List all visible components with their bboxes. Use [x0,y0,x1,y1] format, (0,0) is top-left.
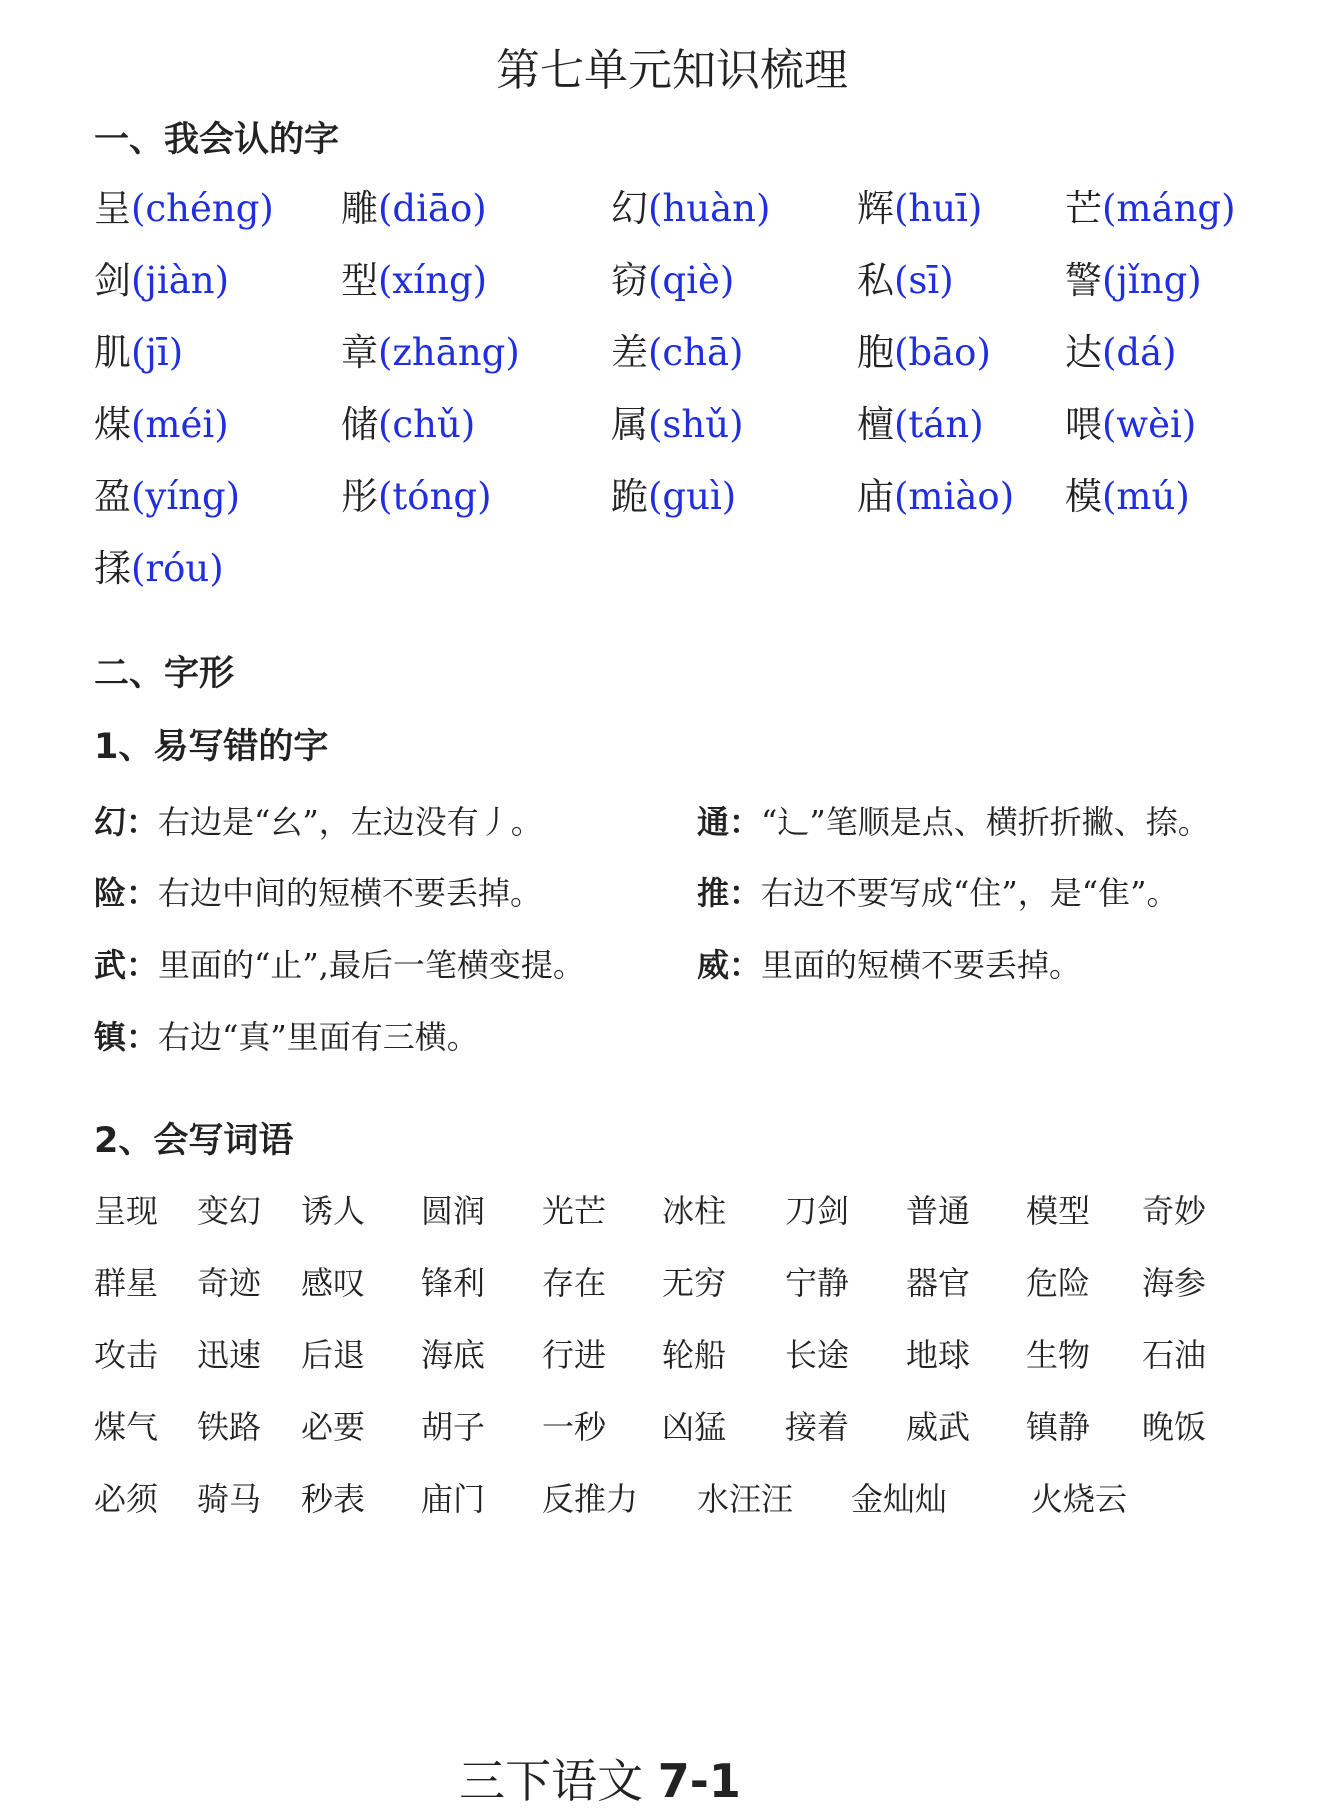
char-hanzi: 差 [611,331,648,374]
note-item [697,797,1210,843]
vocab-word: 无穷 [662,1264,727,1302]
char-pinyin: (tóng) [378,475,492,518]
char-item [857,322,991,376]
vocab-word: 秒表 [301,1480,366,1518]
footer-subject: 三下语文 [459,1754,644,1808]
vocab-word: 火烧云 [1031,1480,1128,1518]
char-hanzi: 揉 [94,547,131,590]
char-item [611,250,734,304]
vocab-word: 感叹 [301,1264,366,1302]
vocab-word: 铁路 [197,1408,262,1446]
vocab-word: 光芒 [542,1192,607,1230]
note-text: 右边中间的短横不要丢掉。 [158,874,543,912]
char-item [1065,394,1196,448]
note-text: 右边是“幺”，左边没有丿。 [158,803,543,841]
vocab-word: 接着 [785,1408,850,1446]
note-item [94,1012,479,1058]
char-hanzi: 属 [611,403,648,446]
char-hanzi: 呈 [94,187,131,230]
char-pinyin: (bāo) [894,331,991,374]
char-item [341,466,492,520]
note-char: 武： [94,946,159,984]
vocab-word: 圆润 [421,1192,486,1230]
vocab-word: 器官 [906,1264,971,1302]
char-hanzi: 型 [341,259,378,302]
char-item [94,466,240,520]
note-item [94,940,585,986]
char-pinyin: (xíng) [378,259,488,302]
char-hanzi: 跪 [611,475,648,518]
vocab-word: 海参 [1142,1264,1207,1302]
vocab-word: 后退 [301,1336,366,1374]
char-hanzi: 章 [341,331,378,374]
char-item [611,322,743,376]
vocab-word: 石油 [1142,1336,1207,1374]
vocab-word: 反推力 [542,1480,639,1518]
char-item [94,178,274,232]
vocab-word: 危险 [1026,1264,1091,1302]
char-hanzi: 庙 [857,475,894,518]
char-pinyin: (yíng) [131,475,241,518]
char-pinyin: (mú) [1102,475,1190,518]
vocab-word: 群星 [94,1264,159,1302]
vocab-word: 锋利 [421,1264,486,1302]
char-hanzi: 储 [341,403,378,446]
char-item [611,394,744,448]
char-pinyin: (guì) [648,475,737,518]
vocab-word: 庙门 [421,1480,486,1518]
char-hanzi: 盈 [94,475,131,518]
note-text: 里面的“止”,最后一笔横变提。 [158,946,585,984]
char-item [611,178,770,232]
char-item [1065,178,1236,232]
char-pinyin: (jī) [131,331,184,374]
char-hanzi: 私 [857,259,894,302]
vocab-word: 诱人 [301,1192,366,1230]
char-hanzi: 雕 [341,187,378,230]
char-pinyin: (miào) [894,475,1015,518]
footer-code: 7-1 [657,1754,741,1808]
vocab-word: 奇妙 [1142,1192,1207,1230]
note-text: 右边“真”里面有三横。 [158,1018,479,1056]
char-pinyin: (qiè) [648,259,735,302]
vocab-word: 水汪汪 [697,1480,794,1518]
note-text: 右边不要写成“住”，是“隹”。 [761,874,1179,912]
note-item [697,940,1081,986]
char-pinyin: (zhāng) [378,331,520,374]
char-pinyin: (huī) [894,187,983,230]
char-hanzi: 达 [1065,331,1102,374]
vocab-word: 刀剑 [785,1192,850,1230]
char-pinyin: (máng) [1102,187,1236,230]
char-item [1065,250,1202,304]
char-hanzi: 警 [1065,259,1102,302]
note-char: 通： [697,803,762,841]
char-item [1065,322,1177,376]
vocab-word: 镇静 [1026,1408,1091,1446]
vocab-word: 必须 [94,1480,159,1518]
sub1-heading: 1、易写错的字 [94,727,329,767]
char-item [341,250,487,304]
note-char: 幻： [94,803,159,841]
char-item [857,466,1014,520]
char-pinyin: (róu) [131,547,224,590]
vocab-word: 模型 [1026,1192,1091,1230]
vocab-word: 一秒 [542,1408,607,1446]
char-pinyin: (jiàn) [131,259,230,302]
vocab-word: 威武 [906,1408,971,1446]
char-hanzi: 芒 [1065,187,1102,230]
vocab-word: 轮船 [662,1336,727,1374]
char-hanzi: 模 [1065,475,1102,518]
vocab-word: 行进 [542,1336,607,1374]
char-hanzi: 喂 [1065,403,1102,446]
vocab-word: 普通 [906,1192,971,1230]
char-pinyin: (méi) [131,403,229,446]
vocab-word: 迅速 [197,1336,262,1374]
vocab-word: 变幻 [197,1192,262,1230]
char-hanzi: 窃 [611,259,648,302]
vocab-word: 奇迹 [197,1264,262,1302]
char-pinyin: (chǔ) [378,403,476,446]
vocab-word: 宁静 [785,1264,850,1302]
vocab-word: 骑马 [197,1480,262,1518]
char-hanzi: 肌 [94,331,131,374]
char-item [94,250,229,304]
note-item [94,868,542,914]
sub2-heading: 2、会写词语 [94,1121,294,1161]
page-footer [0,1745,1200,1811]
char-item [341,322,520,376]
vocab-word: 呈现 [94,1192,159,1230]
char-hanzi: 剑 [94,259,131,302]
char-item [1065,466,1190,520]
char-item [94,322,183,376]
char-pinyin: (dá) [1102,331,1177,374]
vocab-word: 攻击 [94,1336,159,1374]
char-hanzi: 幻 [611,187,648,230]
vocab-word: 冰柱 [662,1192,727,1230]
char-item [341,178,487,232]
char-pinyin: (diāo) [378,187,487,230]
char-item [341,394,475,448]
note-item [94,797,543,843]
section2-heading: 二、字形 [94,654,235,694]
vocab-word: 晚饭 [1142,1408,1207,1446]
note-text: 里面的短横不要丢掉。 [761,946,1082,984]
char-pinyin: (sī) [894,259,954,302]
char-pinyin: (tán) [894,403,984,446]
vocab-word: 地球 [906,1336,971,1374]
char-item [94,394,229,448]
note-char: 镇： [94,1018,159,1056]
page-title: 第七单元知识梳理 [496,45,848,96]
vocab-word: 生物 [1026,1336,1091,1374]
char-pinyin: (jǐng) [1102,259,1202,302]
char-pinyin: (shǔ) [648,403,744,446]
char-item [94,538,224,592]
char-item [611,466,736,520]
char-pinyin: (chā) [648,331,744,374]
char-hanzi: 胞 [857,331,894,374]
vocab-word: 凶猛 [662,1408,727,1446]
note-item [697,868,1178,914]
section1-heading: 一、我会认的字 [94,120,340,160]
vocab-word: 存在 [542,1264,607,1302]
char-pinyin: (huàn) [648,187,771,230]
note-char: 推： [697,874,762,912]
char-hanzi: 辉 [857,187,894,230]
vocab-word: 胡子 [421,1408,486,1446]
note-char: 威： [697,946,762,984]
vocab-word: 必要 [301,1408,366,1446]
char-hanzi: 煤 [94,403,131,446]
note-char: 险： [94,874,159,912]
vocab-word: 长途 [785,1336,850,1374]
char-item [857,178,982,232]
char-item [857,250,954,304]
char-hanzi: 檀 [857,403,894,446]
char-pinyin: (wèi) [1102,403,1197,446]
char-item [857,394,984,448]
note-text: “辶”笔顺是点、横折折撇、捺。 [761,803,1210,841]
char-hanzi: 彤 [341,475,378,518]
vocab-word: 海底 [421,1336,486,1374]
vocab-word: 煤气 [94,1408,159,1446]
char-pinyin: (chéng) [131,187,274,230]
vocab-word: 金灿灿 [851,1480,948,1518]
